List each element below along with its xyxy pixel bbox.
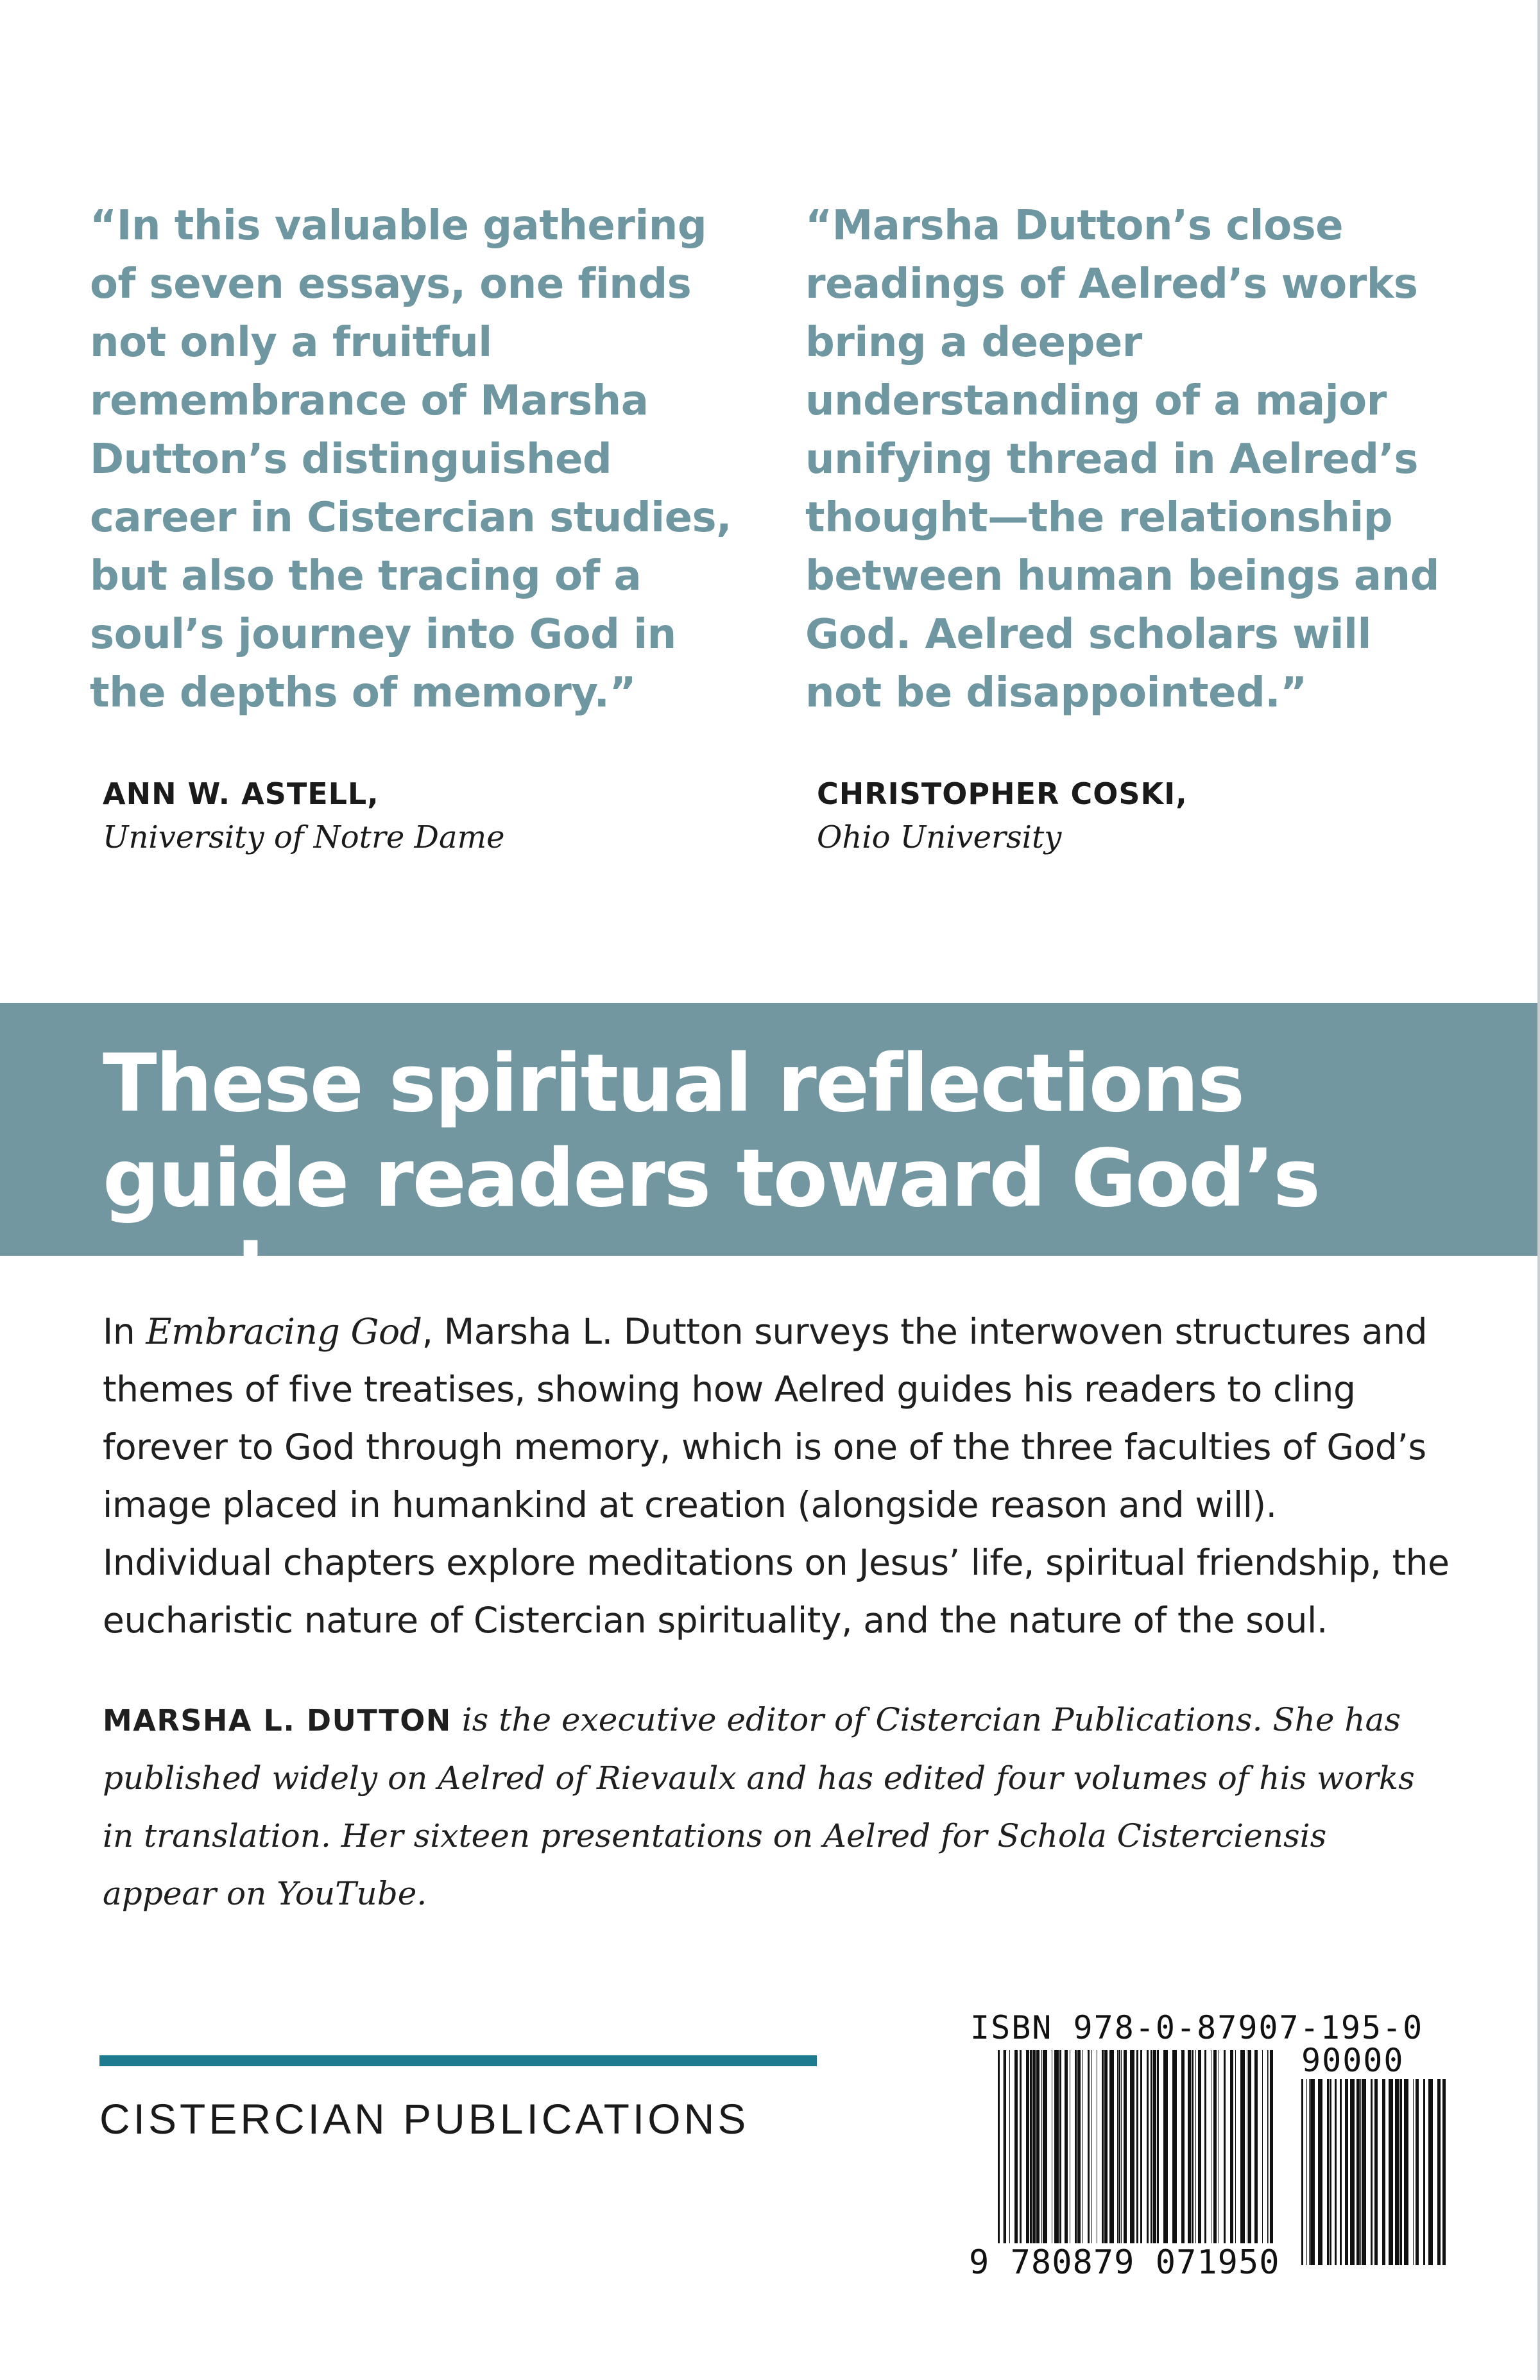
price-barcode — [1301, 2079, 1446, 2265]
barcode-bar — [1065, 2050, 1068, 2268]
barcode-bar — [1330, 2079, 1331, 2265]
barcode-bar — [1340, 2079, 1342, 2265]
book-title: Embracing God — [146, 1311, 422, 1352]
barcode-bar — [1198, 2050, 1201, 2268]
barcode-digits: 9 780879 071950 — [969, 2243, 1280, 2282]
barcode-bar — [1054, 2050, 1059, 2268]
barcode-bar — [1118, 2050, 1120, 2268]
barcode-bar — [1151, 2050, 1152, 2268]
quote-coski: “Marsha Dutton’s close readings of Aelred’s works bring a deeper understanding of a major unifying thread in Aelred’s thought—the relationship between human beings and God. Aelred scholars will not be disappointed.” — [805, 202, 1439, 717]
quote-affiliation-astell: University of Notre Dame — [103, 819, 505, 855]
barcode-bar — [1020, 2050, 1022, 2268]
barcode-bar — [1213, 2050, 1217, 2268]
barcode-bar — [1423, 2079, 1425, 2265]
barcode-bar — [1204, 2050, 1206, 2268]
barcode-bar — [1230, 2050, 1233, 2268]
barcode-bar — [1235, 2050, 1236, 2268]
barcode-bar — [1130, 2050, 1134, 2268]
publisher-rule — [99, 2055, 817, 2066]
barcode-bar — [1181, 2050, 1185, 2268]
barcode-bar — [998, 2050, 1000, 2268]
barcode-bar — [1400, 2079, 1402, 2265]
book-description — [103, 1303, 1450, 1649]
barcode-bar — [1356, 2079, 1360, 2265]
barcode-bar — [1416, 2079, 1419, 2265]
barcode-bar — [1004, 2050, 1006, 2268]
description-body: , Marsha L. Dutton surveys the interwoven structures and themes of five treatises, showing how Aelred guides his readers to cling forever to God through memory, which is one of the three faculties of God’s image placed in humankind at creation (alongside reason and will). Individual chapters explore meditations on Jesus’ life, spiritual friendship, the eucharistic nature of Cistercian spirituality, and the nature of the soul. — [103, 1311, 1450, 1641]
barcode-bar — [1036, 2050, 1040, 2268]
barcode-bar — [1428, 2079, 1433, 2265]
barcode-bar — [1309, 2079, 1310, 2265]
barcode-bar — [1088, 2050, 1090, 2268]
barcode-bar — [1382, 2079, 1385, 2265]
barcode-bar — [1442, 2079, 1446, 2265]
author-bio-text: is the executive editor of Cistercian Publications. She has published widely on Aelred of Rievaulx and has edited four volumes of his works in translation. Her sixteen presentations on Aelred for Schola Cisterciensis appear on YouTube. — [103, 1701, 1415, 1912]
barcode-bar — [1188, 2050, 1191, 2268]
barcode-bar — [1172, 2050, 1177, 2268]
barcode-bar — [1360, 2079, 1361, 2265]
barcode-bar — [1153, 2050, 1156, 2268]
barcode-bar — [1121, 2050, 1122, 2268]
author-bio-name: MARSHA L. DUTTON — [103, 1703, 452, 1738]
barcode-bar — [1030, 2050, 1032, 2268]
barcode-bar — [1327, 2079, 1329, 2265]
barcode-bar — [1404, 2079, 1408, 2265]
barcode-bar — [1240, 2050, 1245, 2268]
barcode-bar — [1140, 2050, 1142, 2268]
banner-headline: These spiritual reflections guide readers toward God’s embrace. — [103, 1038, 1319, 1320]
price-code: 90000 — [1301, 2042, 1405, 2079]
quote-author-coski: CHRISTOPHER COSKI, — [817, 776, 1188, 811]
barcode-bar — [1041, 2050, 1042, 2268]
barcode-bar — [1195, 2050, 1196, 2268]
description-lead: In — [103, 1311, 146, 1352]
barcode-bar — [1091, 2050, 1092, 2268]
barcode-bar — [1362, 2079, 1366, 2265]
barcode-bar — [1003, 2050, 1004, 2268]
author-bio — [103, 1691, 1450, 1922]
barcode-bar — [1224, 2050, 1226, 2268]
quote-astell: “In this valuable gathering of seven essays, one finds not only a fruitful remembrance of Marsha Dutton’s distinguished career in Cistercian studies, but also the tracing of a soul’s journey into God in the depths of memory.” — [90, 202, 732, 717]
quote-author-astell: ANN W. ASTELL, — [103, 776, 379, 811]
barcode-bar — [1267, 2050, 1268, 2268]
barcode-bar — [1395, 2079, 1399, 2265]
barcode-bar — [1374, 2079, 1378, 2265]
quote-affiliation-coski: Ohio University — [817, 819, 1062, 855]
barcode-bar — [1026, 2050, 1029, 2268]
barcode-bar — [1254, 2050, 1258, 2268]
barcode-bar — [1192, 2050, 1194, 2268]
barcode-bar — [1082, 2050, 1083, 2268]
barcode-bar — [1124, 2050, 1127, 2268]
page-edge-line — [1537, 0, 1540, 2380]
barcode-bar — [1345, 2079, 1348, 2265]
barcode-bar — [1310, 2079, 1315, 2265]
barcode-bar — [1147, 2050, 1149, 2268]
barcode-bar — [1075, 2050, 1077, 2268]
barcode-bar — [1301, 2079, 1303, 2265]
barcode-bar — [1032, 2050, 1036, 2268]
barcode-bar — [1262, 2050, 1263, 2268]
barcode-bar — [1413, 2079, 1414, 2265]
barcode-bar — [1136, 2050, 1138, 2268]
barcode-bar — [1059, 2050, 1061, 2268]
barcode-bar — [1104, 2050, 1108, 2268]
isbn-label: ISBN 978-0-87907-195-0 — [970, 2009, 1424, 2046]
barcode-bar — [1009, 2050, 1010, 2268]
barcode-bar — [1077, 2050, 1081, 2268]
barcode-bar — [1043, 2050, 1047, 2268]
barcode-bar — [1117, 2050, 1118, 2268]
barcode-bar — [1306, 2079, 1307, 2265]
barcode-bar — [1371, 2079, 1373, 2265]
barcode-bar — [1157, 2050, 1159, 2268]
barcode-bar — [1437, 2079, 1441, 2265]
isbn-barcode — [998, 2050, 1274, 2268]
barcode-bar — [1102, 2050, 1104, 2268]
barcode-bar — [1014, 2050, 1018, 2268]
barcode-bar — [1350, 2079, 1355, 2265]
barcode-bar — [1318, 2079, 1322, 2265]
barcode-bar — [1270, 2050, 1273, 2268]
barcode-bar — [1389, 2079, 1393, 2265]
barcode-bar — [1248, 2050, 1251, 2268]
barcode-bar — [1335, 2079, 1337, 2265]
barcode-bar — [1163, 2050, 1168, 2268]
publisher-name: CISTERCIAN PUBLICATIONS — [99, 2095, 749, 2143]
barcode-bar — [1109, 2050, 1114, 2268]
